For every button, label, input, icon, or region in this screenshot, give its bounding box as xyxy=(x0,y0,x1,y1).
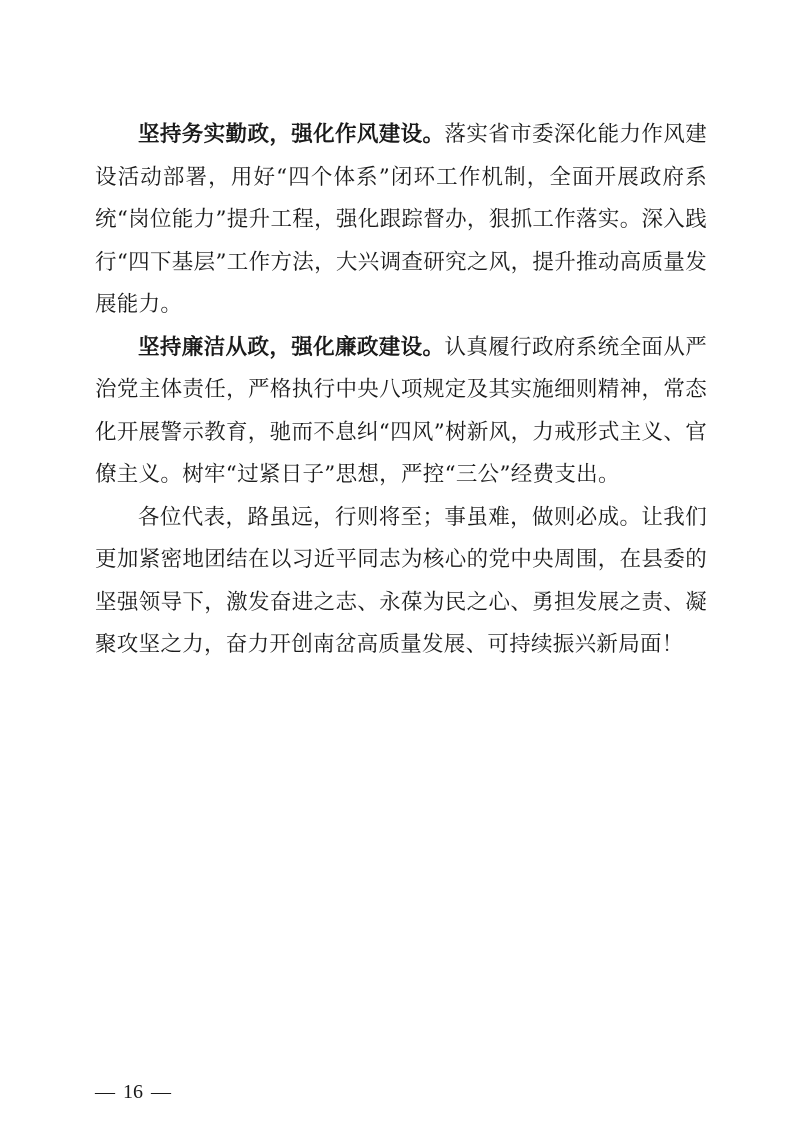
footer-dash-right: — xyxy=(151,1081,171,1103)
paragraph-integrity xyxy=(95,327,707,497)
paragraph-text: 各位代表，路虽远，行则将至；事虽难，做则必成。让我们更加紧密地团结在以习近平同志为核心的党中央周围，在县委的坚强领导下，激发奋进之志、永葆为民之心、勇担发展之责、凝聚攻坚之力，奋力开创南岔高质量发展、可持续振兴新局面！ xyxy=(95,504,707,657)
paragraph-lead: 坚持务实勤政，强化作风建设。 xyxy=(138,122,445,147)
paragraph-text: 认真履行政府系统全面从严治党主体责任，严格执行中央八项规定及其实施细则精神，常态化开展警示教育，驰而不息纠“四风”树新风，力戒形式主义、官僚主义。树牢“过紧日子”思想，严控“三公”经费支出。 xyxy=(95,334,708,487)
paragraph-lead: 坚持廉洁从政，强化廉政建设。 xyxy=(138,334,445,360)
paragraph-closing xyxy=(95,497,707,667)
paragraph-text: 落实省市委深化能力作风建设活动部署，用好“四个体系”闭环工作机制，全面开展政府系统“岗位能力”提升工程，强化跟踪督办，狠抓工作落实。深入践行“四下基层”工作方法，大兴调查研究之风，提升推动高质量发展能力。 xyxy=(95,122,708,317)
paragraph-work-style xyxy=(95,114,707,327)
page-number: 16 xyxy=(123,1081,143,1103)
body-text xyxy=(95,114,707,667)
footer-dash-left: — xyxy=(95,1081,115,1103)
page-footer xyxy=(95,1080,171,1104)
